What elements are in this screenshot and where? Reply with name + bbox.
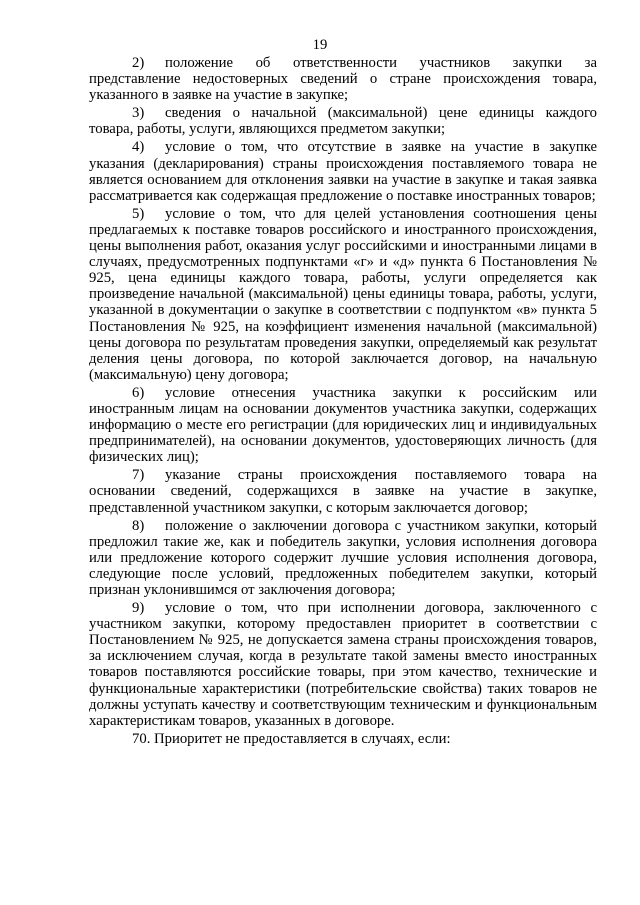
item-text: положение о заключении договора с участником закупки, который предложил такие же, как и победитель закупки, условия исполнения договора или предложение которого содержит лучшие условия исполнения договора, следующие после условий, предложенных победителем закупки, который признан уклонившимся от заключения договора; xyxy=(89,517,597,598)
list-item-8 xyxy=(89,518,597,598)
item-number: 2) xyxy=(132,55,145,71)
list-item-7 xyxy=(89,467,597,515)
list-item-5 xyxy=(89,206,597,383)
list-item-2 xyxy=(89,55,597,103)
item-text: условие отнесения участника закупки к российским или иностранным лицам на основании документов участника закупки, содержащих информацию о месте его регистрации (для юридических лиц и индивидуальных предпринимателей), на основании документов, удостоверяющих личность (для физических лиц); xyxy=(89,384,597,466)
document-body xyxy=(89,55,597,749)
section-70-paragraph xyxy=(89,731,597,747)
list-item-6 xyxy=(89,385,597,465)
item-text: условие о том, что при исполнении договора, заключенного с участником закупки, которому предоставлен приоритет в соответствии с Постановлением № 925, не допускается замена страны происхождения товаров, за исключением случая, когда в результате такой замены вместо иностранных товаров поставляются российские товары, при этом качество, технические и функциональные характеристики (потребительские свойства) таких товаров не должны уступать качеству и соответствующим техническим и функциональным характеристикам товаров, указанных в договоре. xyxy=(89,600,597,729)
item-text: сведения о начальной (максимальной) цене единицы каждого товара, работы, услуги, являющихся предметом закупки; xyxy=(89,105,597,138)
item-text: условие о том, что для целей установления соотношения цены предлагаемых к поставке товаров российского и иностранного происхождения, цены выполнения работ, оказания услуг российскими и иностранными лицами в случаях, предусмотренных подпунктами «г» и «д» пункта 6 Постановления № 925, цена единицы каждого товара, работы, услуги определяется как произведение начальной (максимальной) цены единицы товара, работы, услуги, указанной в документации о закупке в соответствии с подпунктом «в» пункта 5 Постановления № 925, на коэффициент изменения начальной (максимальной) цены договора по результатам проведения закупки, определяемый как результат деления цены договора, по которой заключается договор, на начальную (максимальную) цену договора; xyxy=(89,205,597,383)
list-item-3 xyxy=(89,105,597,137)
item-number: 4) xyxy=(132,139,145,156)
item-number: 8) xyxy=(132,517,145,534)
item-number: 7) xyxy=(132,467,145,484)
item-number: 5) xyxy=(132,205,145,222)
page-number: 19 xyxy=(312,37,328,53)
item-text: 70. Приоритет не предоставляется в случаях, если: xyxy=(132,730,451,747)
item-text: положение об ответственности участников закупки за представление недостоверных сведений о стране происхождения товара, указанного в заявке на участие в закупке; xyxy=(89,55,597,104)
list-item-9 xyxy=(89,600,597,729)
list-item-4 xyxy=(89,139,597,203)
item-number: 9) xyxy=(132,600,145,617)
item-text: указание страны происхождения поставляемого товара на основании сведений, содержащихся в заявке на участие в закупке, представленной участником закупки, с которым заключается договор; xyxy=(89,467,597,516)
item-text: условие о том, что отсутствие в заявке на участие в закупке указания (декларирования) страны происхождения поставляемого товара не является основанием для отклонения заявки на участие в закупке и такая заявка рассматривается как содержащая предложение о поставке иностранных товаров; xyxy=(89,139,597,204)
item-number: 6) xyxy=(132,384,145,401)
item-number: 3) xyxy=(132,105,145,122)
